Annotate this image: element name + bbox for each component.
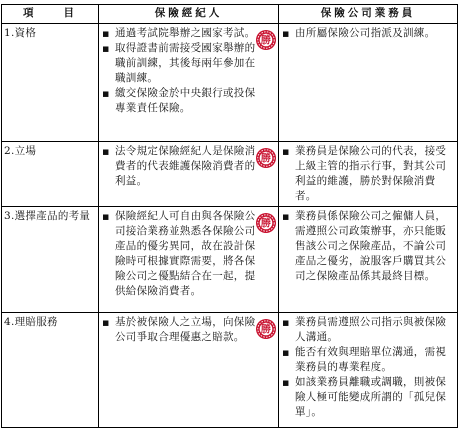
agent-list (102, 209, 257, 299)
comparison-table (1, 4, 458, 428)
list-item: ▪ 基於被保險人之立場，向保險公司爭取合理優惠之賠款。 (102, 315, 257, 345)
row-topic: 3.選擇產品的考量 (2, 207, 99, 313)
row-topic: 1.資格 (2, 24, 99, 142)
header-agent: 保險經紀人 (99, 5, 279, 24)
seal-stamp-icon (255, 212, 277, 234)
list-item: ▪ 法令規定保險經紀人是保險消費者的代表維護保險消費者的利益。 (102, 144, 257, 189)
list-item: ▪ 能否有效與理賠單位溝通，需視業務員的專業程度。 (282, 345, 454, 375)
table-row (2, 24, 458, 142)
list-item: ▪ 通過考試院舉辦之國家考試。 (102, 26, 257, 41)
agent-cell (99, 142, 279, 207)
header-salesperson: 保險公司業務員 (279, 5, 458, 24)
svg-text:勝: 勝 (260, 218, 272, 230)
salesperson-cell (279, 24, 458, 142)
agent-list (102, 26, 257, 116)
salesperson-cell (279, 313, 458, 428)
seal-stamp-icon (255, 318, 277, 340)
list-item: ▪ 由所屬保險公司指派及訓練。 (282, 26, 454, 41)
agent-list (102, 315, 257, 345)
table-row (2, 207, 458, 313)
list-item: ▪ 業務員需遵照公司指示與被保險人溝通。 (282, 315, 454, 345)
list-item: ▪ 取得證書前需接受國家舉辦的職前訓練，其後每兩年參加在職訓練。 (102, 41, 257, 86)
list-item: ▪ 如該業務員離職或調職，則被保險人極可能變成所謂的「孤兒保單」。 (282, 375, 454, 420)
salesperson-list (282, 209, 454, 284)
list-item: ▪ 業務員係保險公司之僱傭人員，需遵照公司政策辦事，亦只能販售該公司之保險產品，不論公司產品之優劣，說服客戶購買其公司之保險產品係其最終目標。 (282, 209, 454, 284)
table-row (2, 142, 458, 207)
row-topic: 4.理賠服務 (2, 313, 99, 428)
agent-cell (99, 313, 279, 428)
salesperson-list (282, 315, 454, 420)
list-item: ▪ 繳交保險金於中央銀行或投保專業責任保險。 (102, 86, 257, 116)
list-item: ▪ 保險經紀人可自由與各保險公司接洽業務並熟悉各保險公司產品的優劣異同，故在設計保險時可根據實際需要，將各保險公司之優點結合在一起，提供給保險消費者。 (102, 209, 257, 299)
agent-cell (99, 24, 279, 142)
row-topic: 2.立場 (2, 142, 99, 207)
agent-list (102, 144, 257, 189)
svg-text:勝: 勝 (260, 153, 272, 165)
header-item: 項 目 (2, 5, 99, 24)
header-row (2, 5, 458, 24)
list-item: ▪ 業務員是保險公司的代表，接受上級主管的指示行事，對其公司利益的維護，勝於對保險消費者。 (282, 144, 454, 204)
salesperson-list (282, 26, 454, 41)
salesperson-list (282, 144, 454, 204)
svg-text:勝: 勝 (260, 35, 272, 47)
seal-stamp-icon (255, 29, 277, 51)
table-row (2, 313, 458, 428)
salesperson-cell (279, 142, 458, 207)
seal-stamp-icon (255, 147, 277, 169)
salesperson-cell (279, 207, 458, 313)
agent-cell (99, 207, 279, 313)
svg-text:勝: 勝 (260, 324, 272, 336)
